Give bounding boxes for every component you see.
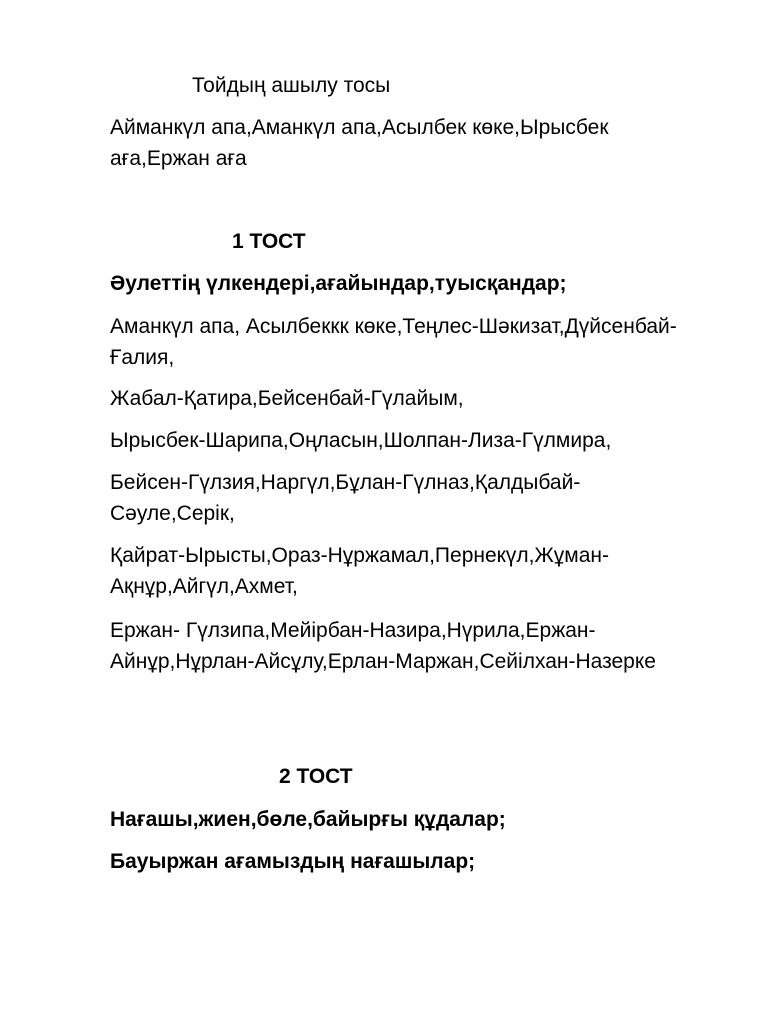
toast-1-line-1: Аманкүл апа, Асылбеккк көке,Теңлес-Шәкизат,Дүйсенбай-Ғалия, <box>110 315 677 369</box>
toast-2-heading: 2 ТОСТ <box>279 765 353 788</box>
toast-1-heading: 1 ТОСТ <box>232 230 306 253</box>
toast-1-line-2: Жабал-Қатира,Бейсенбай-Гүлайым, <box>110 387 464 410</box>
toast-1-line-4: Бейсен-Гүлзия,Наргүл,Бұлан-Гүлназ,Қалдыбай-Сәуле,Серік, <box>110 471 581 525</box>
toast-2-line: Бауыржан ағамыздың нағашылар; <box>110 850 476 873</box>
toast-2-subheading: Нағашы,жиен,бөле,байырғы құдалар; <box>110 808 506 831</box>
toast-1-subheading: Әулеттің үлкендері,ағайындар,туысқандар; <box>110 272 567 295</box>
opening-guests-text: Айманкүл апа,Аманкүл апа,Асылбек көке,Ырысбек аға,Ержан аға <box>110 116 609 170</box>
toast-1-line-3: Ырысбек-Шарипа,Оңласын,Шолпан-Лиза-Гүлмира, <box>110 429 612 452</box>
document-title: Тойдың ашылу тосы <box>192 74 391 97</box>
toast-1-line-6: Ержан- Гүлзипа,Мейірбан-Назира,Нүрила,Ержан-Айнұр,Нұрлан-Айсұлу,Ерлан-Маржан,Сейілхан-Назерке <box>110 619 656 673</box>
toast-1-line-5: Қайрат-Ырысты,Ораз-Нұржамал,Пернекүл,Жұман-Ақнұр,Айгүл,Ахмет, <box>110 544 610 598</box>
